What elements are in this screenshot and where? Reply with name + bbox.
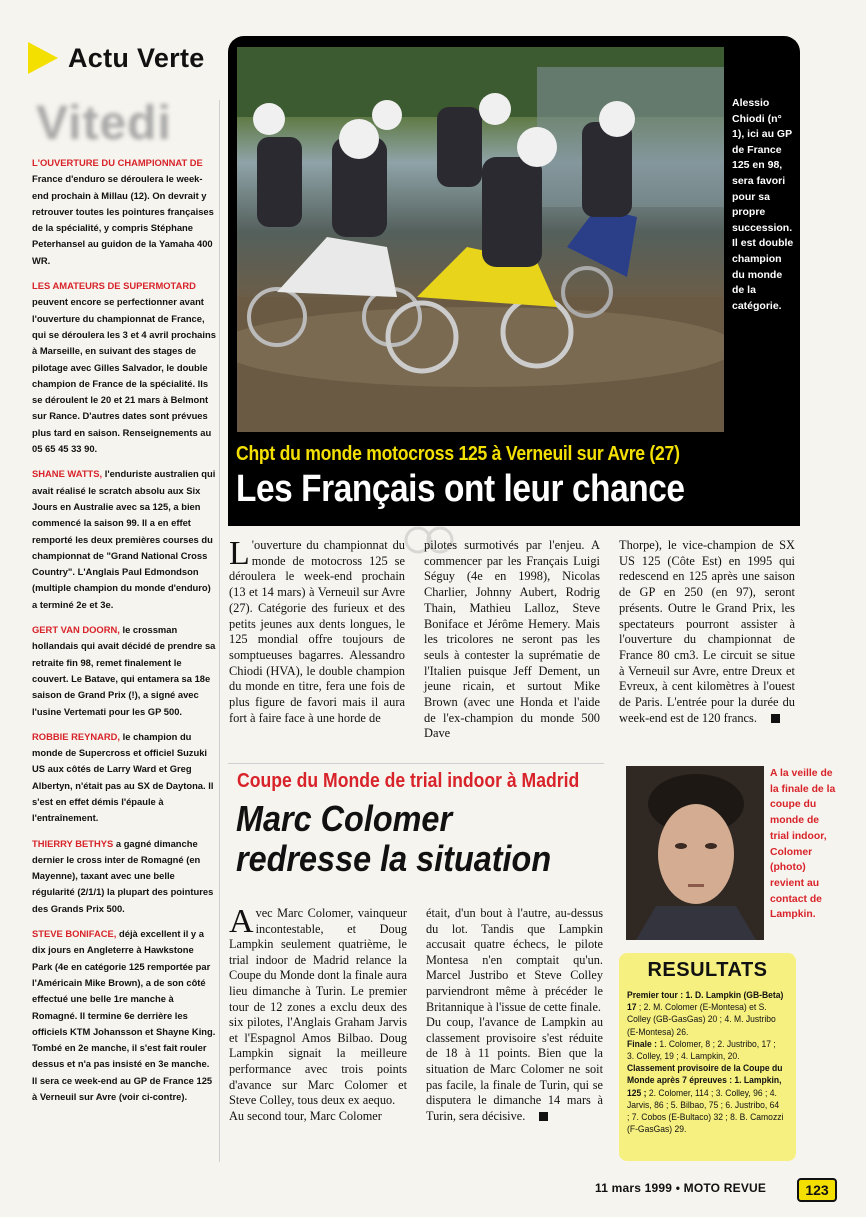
brief-lead: SHANE WATTS, [32,468,103,480]
colomer-portrait-photo [626,766,764,940]
brief-item [32,155,216,269]
brief-text: le champion du monde de Supercross et officiel Suzuki US aux côtés de Larry Ward et Greg Albertyn, n'était pas au SX de Daytona. Il s'est en effet démis l'épaule à l'entraînement. [32,730,214,824]
brief-lead: GERT VAN DOORN, [32,624,120,636]
results-title: RESULTATS [647,959,768,981]
triangle-marker-icon [28,42,58,74]
article1-dropcap: L [229,535,250,572]
results-final-rest: 1. Colomer, 8 ; 2. Justribo, 17 ; 3. Colley, 19 ; 4. Lampkin, 20. [627,1038,776,1062]
article2-divider [228,763,604,764]
article1-col3-text: Thorpe), le vice-champion de SX US 125 (Côte Est) en 1995 qui redescend en 125 après une saison de GP en 250 (en 97), seront présents. Outre le Grand Prix, les spectateurs pourront assister à l'ouverture du championnat de France 80 cm3. Le circuit se situe à Verneuil sur Avre, entre Dreux et Evreux, à cent kilomètres à l'ouest de Paris. L'entrée pour la durée du week-end est de 120 francs. [619,538,795,725]
page-footer [595,1181,766,1195]
results-body [627,989,783,1135]
article1-column-3 [619,538,795,726]
article2-column-2 [426,906,603,1124]
brief-lead: ROBBIE REYNARD, [32,730,121,742]
article1-title: Les Français ont leur chance [236,468,685,510]
results-round1 [627,989,783,1038]
brief-item [32,622,216,720]
footer-magazine: MOTO REVUE [683,1181,767,1195]
brief-lead: STEVE BONIFACE, [32,928,117,940]
results-final [627,1038,783,1062]
brief-text: France d'enduro se déroulera le week-end prochain à Millau (12). On devrait y retrouver toutes les pointures françaises de la spécialité, y compris Stéphane Peterhansel au guidon de la Yamaha 400 WR. [32,173,214,266]
column-name-logo: Vitedi [36,97,172,150]
brief-item [32,926,216,1105]
article2-title-line2: redresse la situation [236,838,552,879]
article1-photo-caption: Alessio Chiodi (n° 1), ici au GP de France 125 en 98, sera favori pour sa propre succession. Il est double champion du monde de la catégorie. [732,97,794,312]
end-mark-icon [539,1112,548,1121]
portrait-illustration [626,766,764,940]
results-final-bold: Finale : [627,1038,657,1049]
brief-item [32,729,216,827]
results-round1-rest: ; 2. M. Colomer (E-Montesa) et S. Colley (GB-GasGas) 20 ; 4. M. Justribo (E-Montesa) 26. [627,1002,776,1037]
motocross-illustration [237,47,724,432]
footer-separator: • [675,1181,681,1195]
article2-dropcap: A [229,903,254,940]
article2-column-1 [229,903,407,1124]
article1-column-2: pilotes surmotivés par l'enjeu. A commencer par les Français Luigi Séguy (4e en 1998), Nicolas Charlier, Johnny Aubert, Rodrig Thain, Mathieu Lalloz, Steve Boniface et Jérôme Hemery. Mais les tricolores ne seront pas les seuls à contester la suprématie de l'Italien puisque Jeff Dement, un jeune ricain, et surtout Mike Brown (avec une Honda et l'aide de l'ex-champion du monde 500 Dave [424,538,600,741]
brief-text: a gagné dimanche dernier le cross inter de Romagné (en Mayenne), taxant avec une belle régularité (2/1/1) la plupart des pointures des Grands Prix 500. [32,837,214,914]
article2-col2b-text: Du coup, l'avance de Lampkin au classement provisoire s'est réduite de 18 à 11 points. Bien que la situation de Marc Colomer ne soit pas facile, la finale de Turin, qui se disputera le dimanche 14 mars à Turin, sera décisive. [426,1015,603,1123]
sidebar-divider [219,100,220,1162]
article2-col1-text: vec Marc Colomer, vainqueur incontestable, et Doug Lampkin seulement quatrième, le trial indoor de Madrid relance la Coupe du Monde dont la finale aura lieu dimanche à Turin. Le premier tour de 12 zones a exclu deux des six pilotes, l'Anglais Graham Jarvis et l'Espagnol Amos Bilbao. Doug Lampkin signait la meilleure performance avec trois points d'avance sur Marc Colomer et Steve Colley, tous deux ex aequo. [229,906,407,1108]
sidebar-briefs [32,155,216,1114]
results-standings [627,1062,783,1135]
results-box [619,953,796,1161]
article2-col2-text: était, d'un bout à l'autre, au-dessus du lot. Tandis que Lampkin accusait quatre échecs, le pilote Montesa n'en comptait qu'un. Marcel Justribo et Steve Colley parviendront même à précéder le Britannique à l'issue de cette finale. [426,906,603,1014]
results-round1-bold: Premier tour : 1. D. Lampkin (GB-Beta) 17 [627,990,784,1013]
brief-item [32,836,216,917]
article2-title-line1: Marc Colomer [236,798,453,839]
article1-column-1 [229,535,405,726]
results-standings-rest: 2. Colomer, 114 ; 3. Colley, 96 ; 4. Jarvis, 86 ; 5. Bilbao, 75 ; 6. Justribo, 64 ; 7. Cobos (E-Bultaco) 32 ; 8. B. Camozzi (F-GasGas) 29. [627,1087,784,1135]
section-title: Actu Verte [68,42,205,73]
brief-text: déjà excellent il y a dix jours en Angleterre à Hawkstone Park (4e en catégorie 125 remportée par l'Américain Mike Brown), a de son côté effectué une belle 1re manche à Romagné. Il termine 6e derrière les officiels KTM Johansson et Shayne King. Tombé en 2e manche, il s'est fait rouler dessus et n'a pas insisté en 3e manche. Il sera ce week-end au GP de France 125 à Verneuil sur Avre (voir ci-contre). [32,928,216,1103]
article2-col1b-text: Au second tour, Marc Colomer [229,1108,382,1123]
footer-date: 11 mars 1999 [595,1181,673,1195]
brief-item [32,278,216,457]
brief-lead: THIERRY BETHYS [32,837,114,849]
article1-col1-text: 'ouverture du championnat du monde de motocross 125 se déroulera le week-end prochain (13 et 14 mars) à Verneuil sur Avre (27). Catégorie des furieux et des petits jeunes aux dents longues, le 125 mondial offre toujours de somptueuses bagarres. Alessandro Chiodi (HVA), le double champion du monde en titre, fera une fois de plus figure de favori mais il aura fort à faire face à une horde de [229,538,405,725]
brief-text: le crossman hollandais qui avait décidé de prendre sa retraite fin 98, remet finalement le couvert. Le Batave, qui entamera sa 18e saison de Grand Prix (!), a signé avec l'usine Vertemati pour les GP 500. [32,624,216,717]
article2-kicker: Coupe du Monde de trial indoor à Madrid [237,770,580,792]
brief-lead: L'OUVERTURE DU CHAMPIONNAT DE [32,157,203,168]
brief-lead: LES AMATEURS DE SUPERMOTARD [32,280,196,292]
brief-text: l'enduriste australien qui avait réalisé le scratch absolu aux Six Jours en Australie avec sa 125, a bien commencé la saison 99. Il a en effet remporté les deux premières courses du championnat de "Grand National Cross Country". L'Anglais Paul Edmondson (multiple champion du monde d'enduro) a terminé 2e et 3e. [32,468,216,610]
article2-photo-caption: A la veille de la finale de la coupe du monde de trial indoor, Colomer (photo) revient au contact de Lampkin. [770,768,836,921]
results-standings-bold: Classement provisoire de la Coupe du Monde après 7 épreuves : 1. Lampkin, 125 ; [627,1063,783,1098]
brief-item [32,466,216,613]
page-number: 123 [797,1178,837,1202]
motocross-photo [237,47,724,432]
section-header [28,40,205,76]
article1-kicker: Chpt du monde motocross 125 à Verneuil sur Avre (27) [236,443,680,465]
end-mark-icon [771,714,780,723]
brief-text: peuvent encore se perfectionner avant l'ouverture du championnat de France, qui se déroulera les 3 et 4 avril prochains à Marseille, en suivant des stages de pilotage avec Gilles Salvador, le double champion de France de la spécialité. Ils se déroulent le 20 et 21 mars à Belmont sur Rance. D'autres dates sont prévues plus tard en saison. Renseignements au 05 65 45 33 90. [32,296,216,455]
